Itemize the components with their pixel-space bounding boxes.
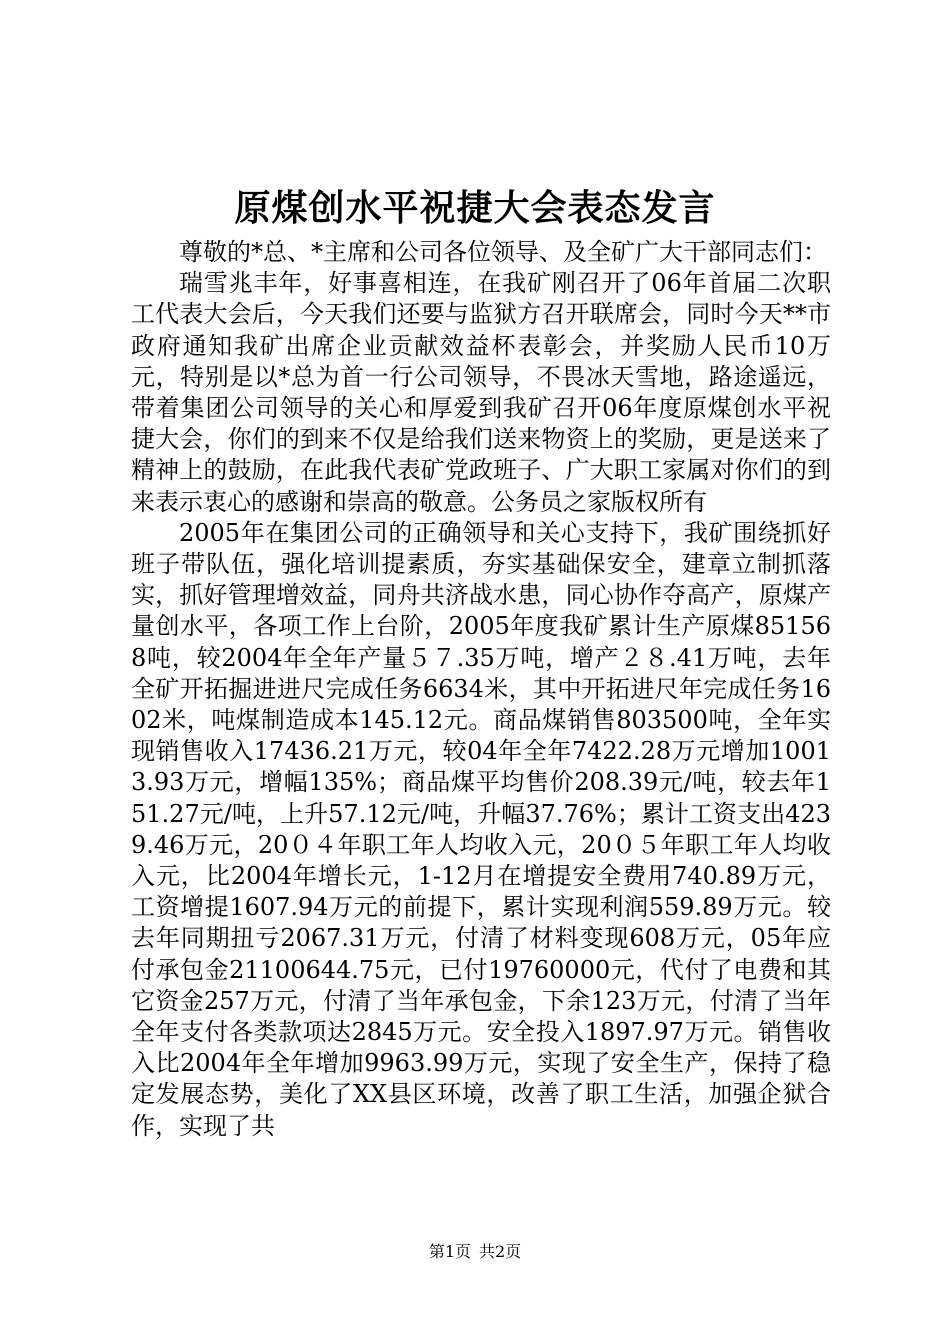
paragraph-opening: 瑞雪兆丰年，好事喜相连，在我矿刚召开了06年首届二次职工代表大会后，今天我们还要与监狱方召开联席会，同时今天**市政府通知我矿出席企业贡献效益杯表彰会，并奖励人民币10万元，特别是以*总为首一行公司领导，不畏冰天雪地，路途遥远，带着集团公司领导的关心和厚爱到我矿召开06年度原煤创水平祝捷大会，你们的到来不仅是给我们送来物资上的奖励，更是送来了精神上的鼓励，在此我代表矿党政班子、广大职工家属对你们的到来表示衷心的感谢和崇高的敬意。公务员之家版权所有 (131, 269, 831, 516)
page-footer (0, 1241, 950, 1263)
page-total: 共2页 (479, 1242, 522, 1261)
document-title: 原煤创水平祝捷大会表态发言 (234, 187, 716, 229)
salutation: 尊敬的*总、*主席和公司各位领导、及全矿广大干部同志们： (179, 238, 827, 266)
document-body (131, 237, 831, 1142)
page-number: 第1页 (428, 1242, 471, 1261)
paragraph-achievements: 2005年在集团公司的正确领导和关心支持下，我矿围绕抓好班子带队伍，强化培训提素质，夯实基础保安全，建章立制抓落实，抓好管理增效益，同舟共济战水患，同心协作夺高产，原煤产量创水平，各项工作上台阶，2005年度我矿累计生产原煤851568吨，较2004年全年产量５７.35万吨，增产２８.41万吨，去年全矿开拓掘进进尺完成任务6634米，其中开拓进尺年完成任务1602米，吨煤制造成本145.12元。商品煤销售803500吨，全年实现销售收入17436.21万元，较04年全年7422.28万元增加10013.93万元，增幅135%；商品煤平均售价208.39元/吨，较去年151.27元/吨，上升57.12元/吨，升幅37.76%；累计工资支出4239.46万元，20０４年职工年人均收入元，20０５年职工年人均收入元，比2004年增长元，1-12月在增提安全费用740.89万元，工资增提1607.94万元的前提下，累计实现利润559.89万元。较去年同期扭亏2067.31万元，付清了材料变现608万元，05年应付承包金21100644.75元，已付19760000元，代付了电费和其它资金257万元，付清了当年承包金，下余123万元，付清了当年全年支付各类款项达2845万元。安全投入1897.97万元。销售收入比2004年全年增加9963.99万元，实现了安全生产，保持了稳定发展态势，美化了XX县区环境，改善了职工生活，加强企狱合作，实现了共 (131, 518, 831, 1140)
